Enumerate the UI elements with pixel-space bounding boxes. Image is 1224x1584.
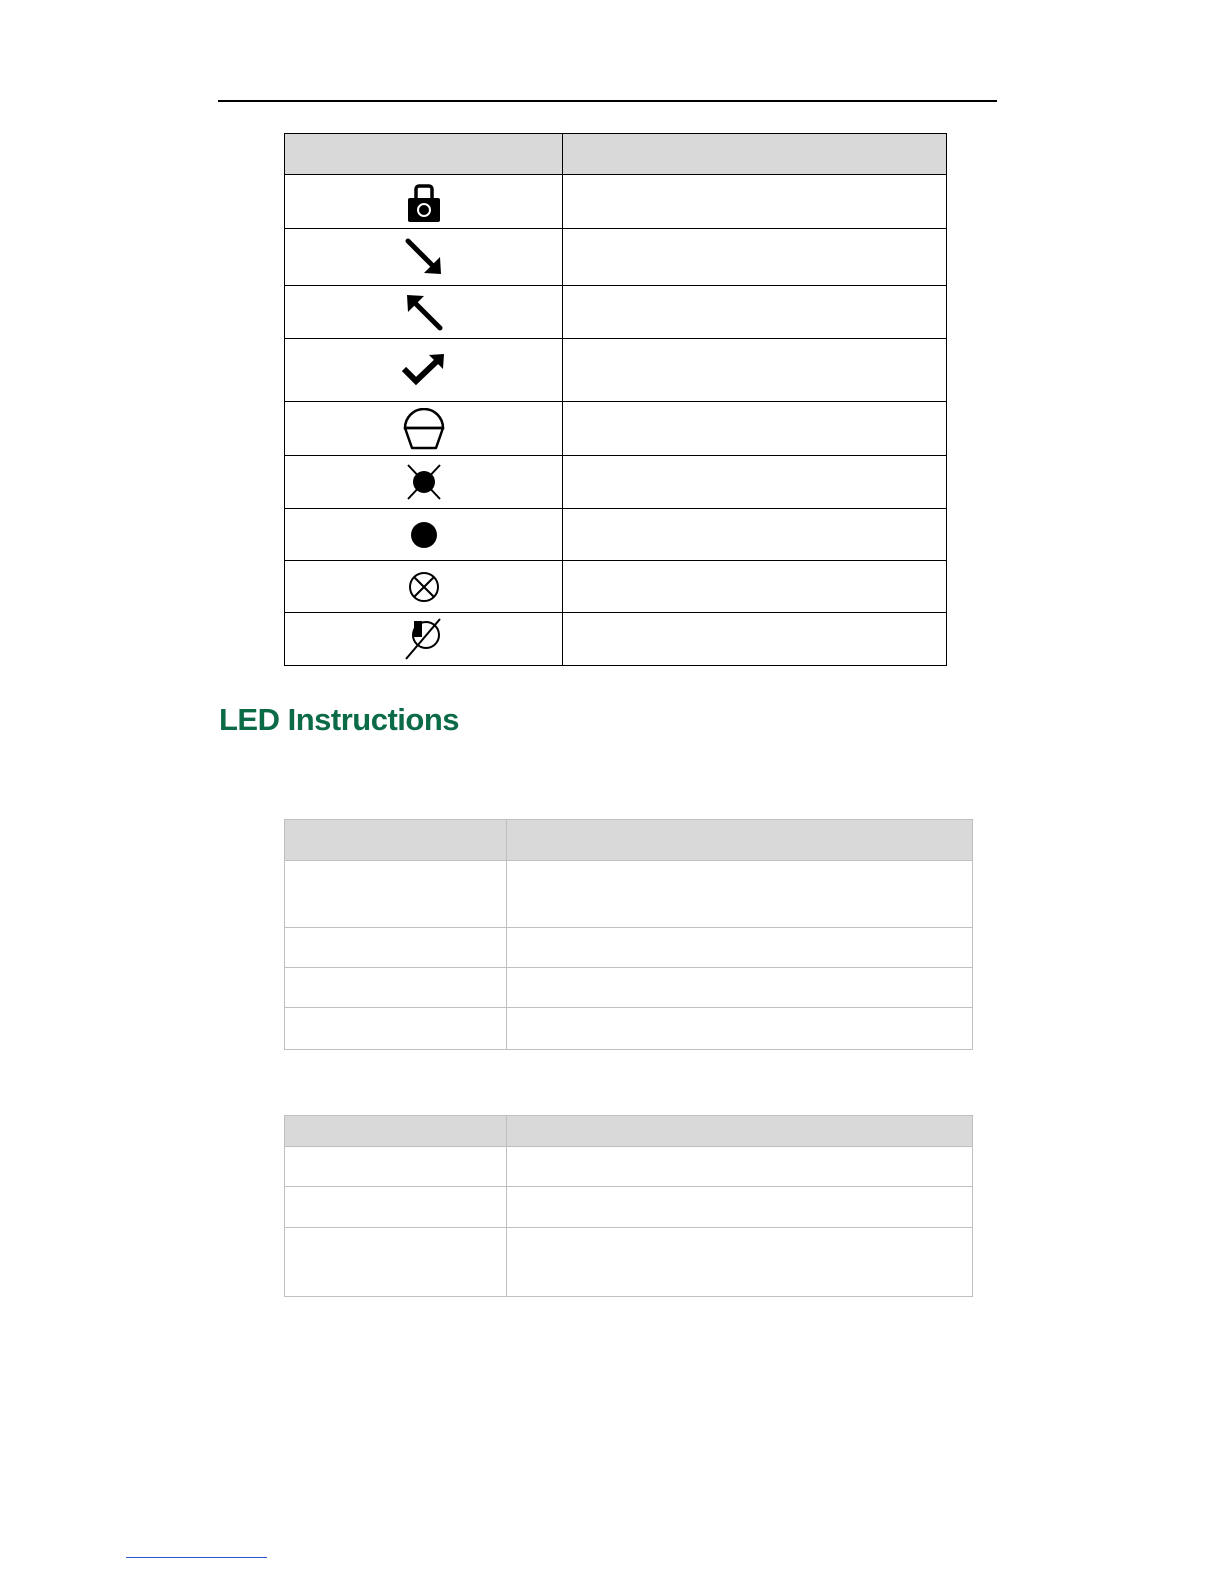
led-table-2 (284, 1115, 973, 1297)
led-status (285, 968, 507, 1008)
icon-description (563, 286, 947, 339)
filled-dot-icon (409, 520, 439, 550)
table-row (285, 561, 947, 613)
section-heading: LED Instructions (219, 702, 460, 737)
icon-description (563, 402, 947, 456)
table-row (285, 456, 947, 509)
circled-x-icon (408, 571, 440, 603)
led-status (285, 1147, 507, 1187)
led-description (507, 928, 973, 968)
led-status (285, 928, 507, 968)
table-row (285, 861, 973, 928)
table-row (285, 1228, 973, 1297)
led-description (507, 968, 973, 1008)
led-header-description (507, 1116, 973, 1147)
led-description (507, 861, 973, 928)
table-row (285, 339, 947, 402)
icon-table-header-description (563, 134, 947, 175)
led-table-header (285, 1116, 973, 1147)
crossed-dot-icon (405, 462, 443, 502)
led-table-header (285, 820, 973, 861)
table-row (285, 928, 973, 968)
check-arrow-icon (401, 353, 447, 387)
table-row (285, 1147, 973, 1187)
table-row (285, 402, 947, 456)
footer-link-underline[interactable] (126, 1557, 267, 1558)
icon-description (563, 456, 947, 509)
led-description (507, 1147, 973, 1187)
table-row (285, 229, 947, 286)
led-status (285, 861, 507, 928)
table-row (285, 1008, 973, 1050)
table-row (285, 509, 947, 561)
led-description (507, 1008, 973, 1050)
table-row (285, 1187, 973, 1228)
arrow-down-right-icon (404, 237, 444, 277)
led-table-1 (284, 819, 973, 1050)
led-header-status (285, 820, 507, 861)
arrow-up-left-icon (404, 292, 444, 332)
table-row (285, 613, 947, 666)
bucket-icon (402, 408, 446, 450)
led-description (507, 1228, 973, 1297)
table-row (285, 286, 947, 339)
table-row (285, 175, 947, 229)
led-header-status (285, 1116, 507, 1147)
icon-table (284, 133, 947, 666)
lock-icon (404, 180, 444, 224)
led-header-description (507, 820, 973, 861)
icon-description (563, 175, 947, 229)
icon-table-header (285, 134, 947, 175)
led-description (507, 1187, 973, 1228)
icon-description (563, 613, 947, 666)
led-status (285, 1008, 507, 1050)
led-status (285, 1187, 507, 1228)
table-row (285, 968, 973, 1008)
icon-table-header-icon (285, 134, 563, 175)
icon-description (563, 339, 947, 402)
icon-description (563, 561, 947, 613)
icon-description (563, 509, 947, 561)
page-header-rule (218, 100, 997, 102)
icon-description (563, 229, 947, 286)
led-status (285, 1228, 507, 1297)
null-slash-icon (404, 617, 444, 661)
